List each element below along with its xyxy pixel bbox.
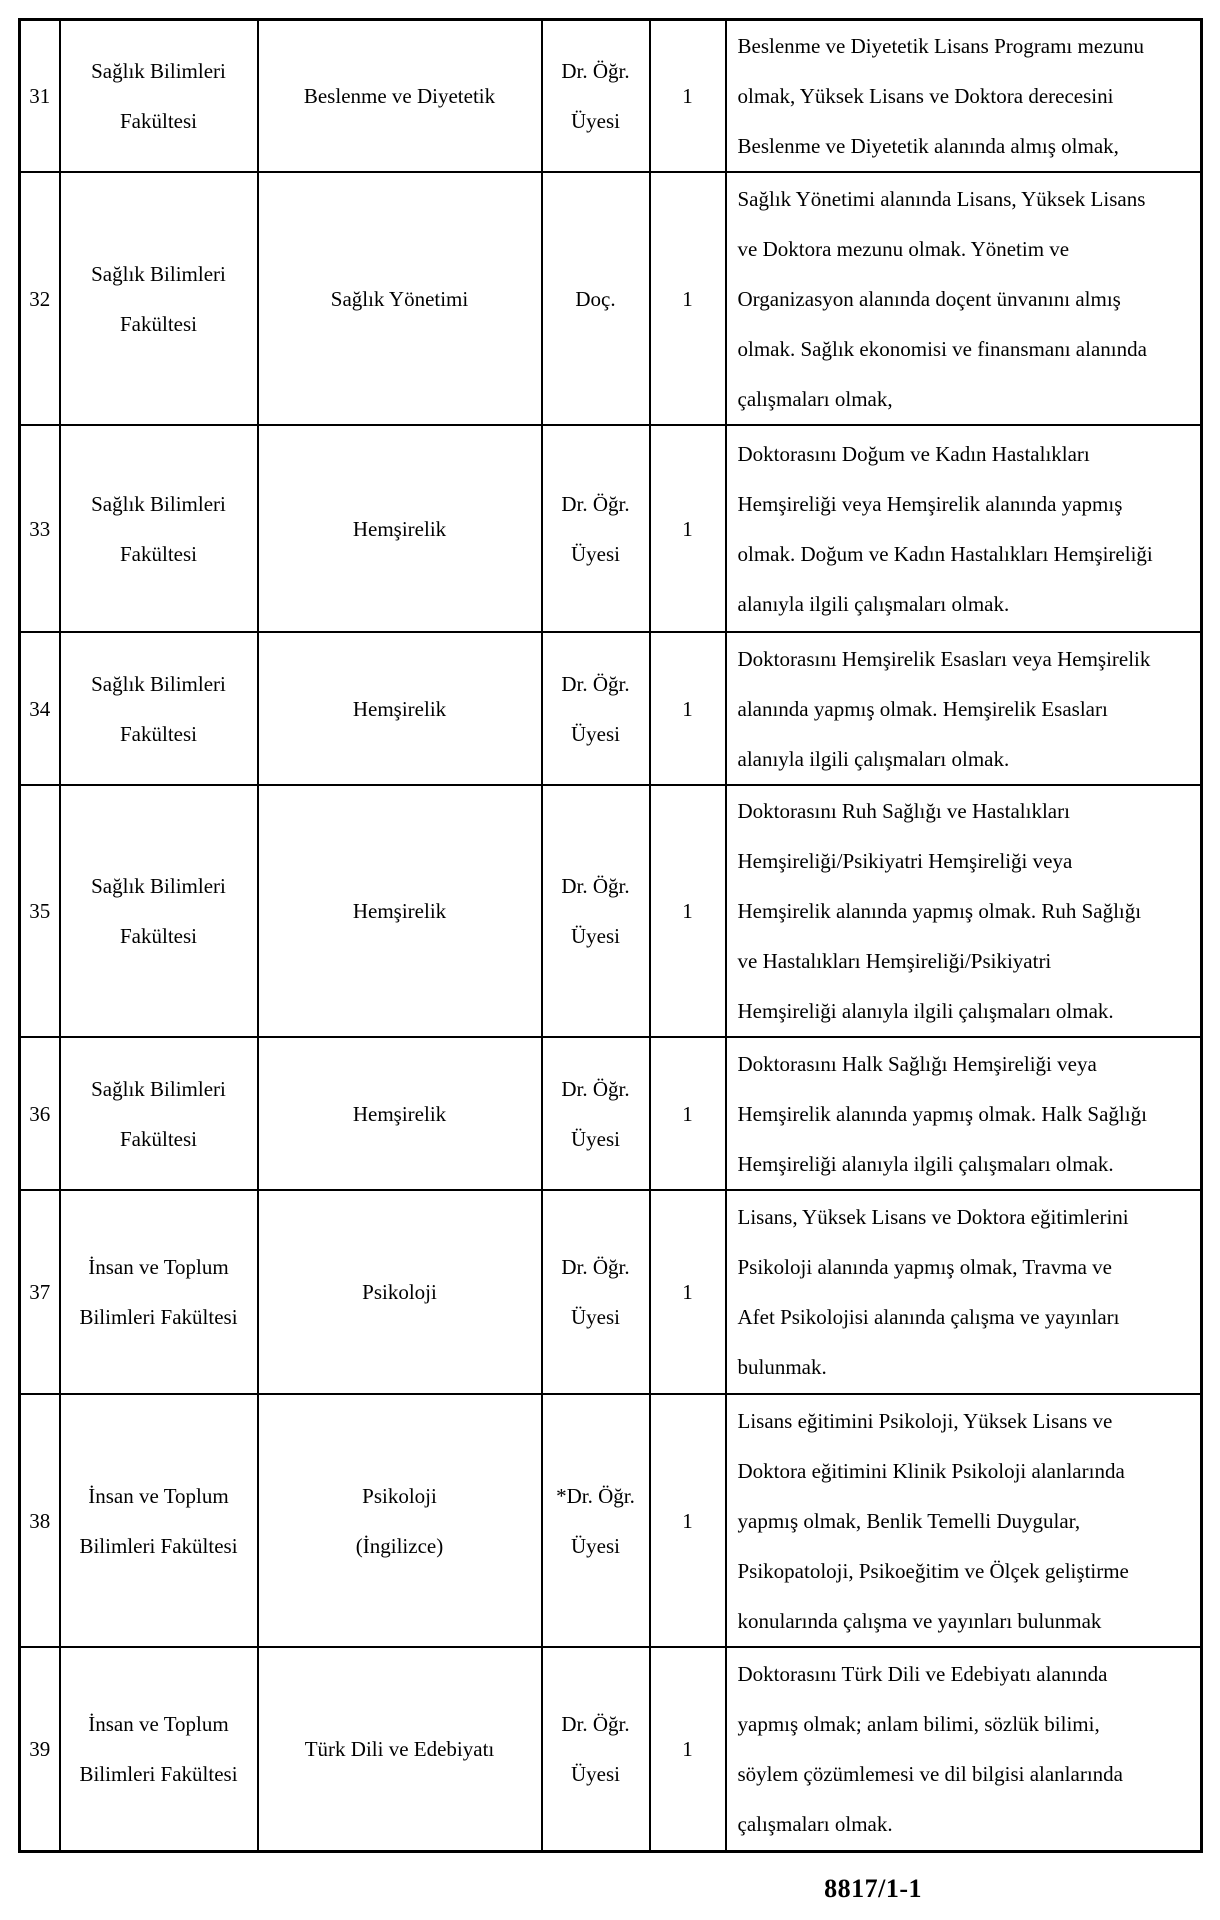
title-cell — [542, 785, 650, 1037]
text-line: Hemşirelik — [352, 899, 447, 923]
table-row — [20, 1394, 1202, 1647]
text-line: olmak. Doğum ve Kadın Hastalıkları Hemşireliği — [737, 541, 1153, 566]
requirements-cell — [726, 1647, 1202, 1851]
text-line: İnsan ve Toplum — [88, 1483, 229, 1508]
department-cell — [258, 172, 542, 425]
text-line: yapmış olmak; anlam bilimi, sözlük bilimi, — [737, 1711, 1100, 1736]
text-line: Sağlık Bilimleri — [91, 1076, 226, 1101]
text-line: 34 — [29, 696, 51, 721]
text-line: Lisans, Yüksek Lisans ve Doktora eğitimlerini — [737, 1205, 1129, 1229]
table-row — [20, 1647, 1202, 1851]
text-line: 32 — [29, 286, 51, 311]
text-line: Hemşireliği alanıyla ilgili çalışmaları olmak. — [737, 999, 1114, 1023]
faculty-cell — [60, 1394, 258, 1647]
department-cell — [258, 425, 542, 632]
text-line: olmak. Sağlık ekonomisi ve finansmanı alanında — [737, 336, 1147, 361]
text-line: Hemşirelik alanında yapmış olmak. Ruh Sağlığı — [737, 899, 1142, 923]
title-cell — [542, 1647, 650, 1851]
text-line: (İngilizce) — [355, 1533, 444, 1558]
quota-cell — [650, 1647, 726, 1851]
department-cell — [258, 785, 542, 1037]
requirements-cell — [726, 172, 1202, 425]
requirements-cell — [726, 632, 1202, 785]
text-line: bulunmak. — [737, 1355, 827, 1379]
requirements-cell — [726, 20, 1202, 173]
text-line: çalışmaları olmak, — [737, 386, 893, 411]
text-line: Fakültesi — [120, 311, 197, 336]
table-row — [20, 1037, 1202, 1190]
text-line: Üyesi — [571, 1126, 620, 1151]
row-number-cell — [20, 1190, 60, 1394]
text-line: 39 — [29, 1736, 51, 1761]
text-line: Dr. Öğr. — [561, 1076, 630, 1101]
quota-cell — [650, 1037, 726, 1190]
text-line: Beslenme ve Diyetetik alanında almış olmak, — [737, 134, 1119, 158]
text-line: konularında çalışma ve yayınları bulunmak — [737, 1608, 1102, 1633]
table-row — [20, 1190, 1202, 1394]
table-row — [20, 632, 1202, 785]
text-line: ve Hastalıkları Hemşireliği/Psikiyatri — [737, 949, 1052, 973]
text-line: İnsan ve Toplum — [88, 1711, 229, 1736]
row-number-cell — [20, 1037, 60, 1190]
text-line: Dr. Öğr. — [561, 671, 630, 696]
text-line: alanında yapmış olmak. Hemşirelik Esasları — [737, 696, 1108, 721]
text-line: 1 — [682, 1280, 693, 1304]
positions-table-body — [20, 20, 1202, 1852]
title-cell — [542, 172, 650, 425]
text-line: Hemşirelik — [352, 1101, 447, 1126]
text-line: Fakültesi — [120, 1126, 197, 1151]
text-line: 1 — [682, 1101, 693, 1126]
text-line: Sağlık Bilimleri — [91, 59, 226, 83]
text-line: Dr. Öğr. — [561, 1255, 630, 1279]
department-cell — [258, 1190, 542, 1394]
text-line: Sağlık Yönetimi — [330, 286, 469, 311]
text-line: Doktorasını Doğum ve Kadın Hastalıkları — [737, 441, 1090, 466]
text-line: Beslenme ve Diyetetik — [303, 84, 496, 108]
text-line: Doktorasını Hemşirelik Esasları veya Hemşirelik — [737, 646, 1151, 671]
requirements-cell — [726, 1190, 1202, 1394]
text-line: Bilimleri Fakültesi — [79, 1761, 238, 1786]
quota-cell — [650, 632, 726, 785]
row-number-cell — [20, 1394, 60, 1647]
title-cell — [542, 632, 650, 785]
text-line: Dr. Öğr. — [561, 874, 630, 898]
text-line: Fakültesi — [120, 924, 197, 948]
text-line: Fakültesi — [120, 109, 197, 133]
text-line: Fakültesi — [120, 541, 197, 566]
quota-cell — [650, 1394, 726, 1647]
row-number-cell — [20, 785, 60, 1037]
text-line: Lisans eğitimini Psikoloji, Yüksek Lisans ve — [737, 1408, 1113, 1433]
text-line: söylem çözümlemesi ve dil bilgisi alanlarında — [737, 1761, 1123, 1786]
requirements-cell — [726, 785, 1202, 1037]
text-line: 1 — [682, 286, 693, 311]
text-line: Sağlık Bilimleri — [91, 671, 226, 696]
text-line: Üyesi — [571, 109, 620, 133]
title-cell — [542, 1190, 650, 1394]
text-line: ve Doktora mezunu olmak. Yönetim ve — [737, 236, 1070, 261]
faculty-cell — [60, 1190, 258, 1394]
text-line: Hemşirelik alanında yapmış olmak. Halk Sağlığı — [737, 1101, 1147, 1126]
text-line: olmak, Yüksek Lisans ve Doktora derecesini — [737, 84, 1114, 108]
text-line: Hemşireliği veya Hemşirelik alanında yapmış — [737, 491, 1123, 516]
faculty-cell — [60, 1037, 258, 1190]
text-line: 1 — [682, 696, 693, 721]
row-number-cell — [20, 425, 60, 632]
text-line: Türk Dili ve Edebiyatı — [304, 1736, 495, 1761]
table-row — [20, 172, 1202, 425]
title-cell — [542, 425, 650, 632]
row-number-cell — [20, 20, 60, 173]
text-line: 1 — [682, 899, 693, 923]
text-line: Sağlık Bilimleri — [91, 261, 226, 286]
text-line: Hemşirelik — [352, 516, 447, 541]
requirements-cell — [726, 1394, 1202, 1647]
text-line: Doktora eğitimini Klinik Psikoloji alanlarında — [737, 1458, 1125, 1483]
text-line: Üyesi — [571, 924, 620, 948]
row-number-cell — [20, 172, 60, 425]
text-line: Dr. Öğr. — [561, 59, 630, 83]
text-line: 36 — [29, 1101, 51, 1126]
faculty-cell — [60, 20, 258, 173]
faculty-cell — [60, 425, 258, 632]
quota-cell — [650, 425, 726, 632]
quota-cell — [650, 1190, 726, 1394]
title-cell — [542, 1037, 650, 1190]
table-row — [20, 20, 1202, 173]
department-cell — [258, 1394, 542, 1647]
requirements-cell — [726, 1037, 1202, 1190]
text-line: Dr. Öğr. — [561, 1711, 630, 1736]
text-line: Sağlık Bilimleri — [91, 491, 226, 516]
text-line: İnsan ve Toplum — [88, 1255, 229, 1279]
text-line: Psikoloji alanında yapmış olmak, Travma ve — [737, 1255, 1112, 1279]
title-cell — [542, 1394, 650, 1647]
faculty-cell — [60, 785, 258, 1037]
footer-reference: 8817/1-1 — [824, 1874, 922, 1903]
requirements-cell — [726, 425, 1202, 632]
table-row — [20, 425, 1202, 632]
text-line: Sağlık Yönetimi alanında Lisans, Yüksek Lisans — [737, 186, 1146, 211]
row-number-cell — [20, 632, 60, 785]
text-line: 1 — [682, 516, 693, 541]
text-line: Üyesi — [571, 1305, 620, 1329]
text-line: Organizasyon alanında doçent ünvanını almış — [737, 286, 1121, 311]
text-line: 1 — [682, 1508, 693, 1533]
text-line: 38 — [29, 1508, 51, 1533]
quota-cell — [650, 172, 726, 425]
text-line: 37 — [29, 1280, 51, 1304]
text-line: Üyesi — [571, 721, 620, 746]
text-line: 1 — [682, 1736, 693, 1761]
department-cell — [258, 1037, 542, 1190]
text-line: Doç. — [575, 286, 616, 311]
text-line: çalışmaları olmak. — [737, 1811, 893, 1836]
text-line: alanıyla ilgili çalışmaları olmak. — [737, 746, 1010, 771]
text-line: Doktorasını Ruh Sağlığı ve Hastalıkları — [737, 799, 1070, 823]
text-line: Hemşirelik — [352, 696, 447, 721]
row-number-cell — [20, 1647, 60, 1851]
title-cell — [542, 20, 650, 173]
faculty-cell — [60, 632, 258, 785]
text-line: Hemşireliği alanıyla ilgili çalışmaları olmak. — [737, 1151, 1114, 1176]
department-cell — [258, 632, 542, 785]
text-line: Üyesi — [571, 541, 620, 566]
text-line: alanıyla ilgili çalışmaları olmak. — [737, 591, 1010, 616]
quota-cell — [650, 20, 726, 173]
text-line: Bilimleri Fakültesi — [79, 1533, 238, 1558]
quota-cell — [650, 785, 726, 1037]
text-line: Hemşireliği/Psikiyatri Hemşireliği veya — [737, 849, 1073, 873]
department-cell — [258, 1647, 542, 1851]
text-line: 35 — [29, 899, 51, 923]
table-row — [20, 785, 1202, 1037]
text-line: Üyesi — [571, 1761, 620, 1786]
text-line: Doktorasını Halk Sağlığı Hemşireliği veya — [737, 1051, 1097, 1076]
text-line: 33 — [29, 516, 51, 541]
text-line: Beslenme ve Diyetetik Lisans Programı mezunu — [737, 34, 1144, 58]
text-line: yapmış olmak, Benlik Temelli Duygular, — [737, 1508, 1081, 1533]
text-line: 1 — [682, 84, 693, 108]
text-line: Sağlık Bilimleri — [91, 874, 226, 898]
text-line: Doktorasını Türk Dili ve Edebiyatı alanında — [737, 1661, 1108, 1686]
department-cell — [258, 20, 542, 173]
text-line: Psikoloji — [362, 1280, 437, 1304]
text-line: Psikoloji — [362, 1483, 437, 1508]
text-line: Psikopatoloji, Psikoeğitim ve Ölçek geliştirme — [737, 1558, 1129, 1583]
text-line: Bilimleri Fakültesi — [79, 1305, 238, 1329]
faculty-cell — [60, 1647, 258, 1851]
faculty-cell — [60, 172, 258, 425]
text-line: *Dr. Öğr. — [556, 1483, 635, 1508]
text-line: Üyesi — [571, 1533, 620, 1558]
text-line: 31 — [29, 84, 51, 108]
positions-table — [18, 18, 1203, 1853]
text-line: Afet Psikolojisi alanında çalışma ve yayınları — [737, 1305, 1120, 1329]
text-line: Fakültesi — [120, 721, 197, 746]
text-line: Dr. Öğr. — [561, 491, 630, 516]
